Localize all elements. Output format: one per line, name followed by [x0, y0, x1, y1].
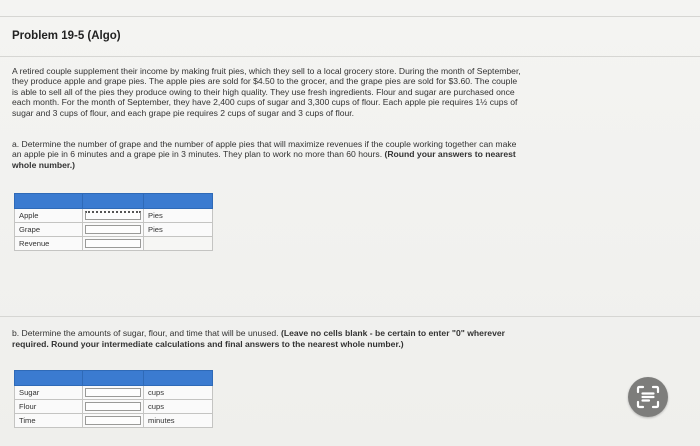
intro-line: sugar and 3 cups of flour, and each grape pie requires 2 cups of sugar and 3 cups of flour. — [12, 107, 355, 118]
table-row — [15, 223, 213, 237]
text-scan-icon — [628, 377, 668, 417]
table-row — [15, 414, 213, 428]
flour-unused-input[interactable] — [83, 400, 144, 414]
table-row — [15, 209, 213, 223]
section-divider — [0, 316, 700, 317]
grape-pies-input[interactable] — [83, 223, 144, 237]
intro-line: each month. For the month of September, they have 2,400 cups of sugar and 3,300 cups of flour. Each apple pie requires 1½ cups of — [12, 97, 518, 108]
row-label-apple: Apple — [15, 209, 83, 223]
part-b-text: b. Determine the amounts of sugar, flour, and time that will be unused. — [12, 328, 281, 338]
row-label-grape: Grape — [15, 223, 83, 237]
text-scan-button[interactable] — [628, 377, 668, 417]
table-header-row — [15, 194, 213, 209]
unit-label — [144, 237, 213, 251]
part-a-line: a. Determine the number of grape and the number of apple pies that will maximize revenues if the couple working together can make — [12, 139, 517, 149]
problem-title: Problem 19-5 (Algo) — [12, 30, 121, 42]
part-a-line — [12, 149, 664, 159]
row-label-time: Time — [15, 414, 83, 428]
intro-line: is able to sell all of the pies they produce owing to their high quality. They use fresh ingredients. Flour and sugar are purchased once — [12, 86, 515, 97]
top-divider — [0, 16, 700, 17]
table-row — [15, 386, 213, 400]
part-b-instruction: (Leave no cells blank - be certain to enter "0" wherever — [280, 328, 505, 338]
part-a-instruction: (Round your answers to nearest — [384, 149, 516, 160]
row-label-sugar: Sugar — [15, 386, 83, 400]
title-divider — [0, 56, 700, 57]
part-b-instruction-cont: required. Round your intermediate calculations and final answers to the nearest whole number.) — [12, 338, 404, 349]
row-label-revenue: Revenue — [15, 237, 83, 251]
table-header-row — [15, 371, 213, 386]
part-a-question — [12, 139, 664, 170]
unit-label: cups — [144, 386, 213, 400]
row-label-flour: Flour — [15, 400, 83, 414]
part-b-answer-table — [14, 370, 213, 428]
part-a-text: an apple pie in 6 minutes and a grape pie in 3 minutes. They plan to work no more than 60 hours. — [12, 149, 385, 160]
intro-line: A retired couple supplement their income by making fruit pies, which they sell to a local grocery store. During the month of September, — [12, 66, 521, 76]
problem-intro — [12, 66, 664, 118]
revenue-input[interactable] — [83, 237, 144, 251]
unit-label: cups — [144, 400, 213, 414]
apple-pies-input[interactable] — [83, 209, 144, 223]
time-unused-input[interactable] — [83, 414, 144, 428]
unit-label: Pies — [144, 223, 213, 237]
part-a-instruction-cont: whole number.) — [12, 159, 76, 170]
intro-line: they produce apple and grape pies. The apple pies are sold for $4.50 to the grocer, and the grape pies are sold for $3.60. The couple — [12, 76, 518, 87]
part-a-answer-table — [14, 193, 213, 251]
table-row — [15, 237, 213, 251]
part-b-question — [12, 328, 672, 349]
unit-label: minutes — [144, 414, 213, 428]
unit-label: Pies — [144, 209, 213, 223]
part-b-line — [12, 328, 672, 339]
table-row — [15, 400, 213, 414]
sugar-unused-input[interactable] — [83, 386, 144, 400]
